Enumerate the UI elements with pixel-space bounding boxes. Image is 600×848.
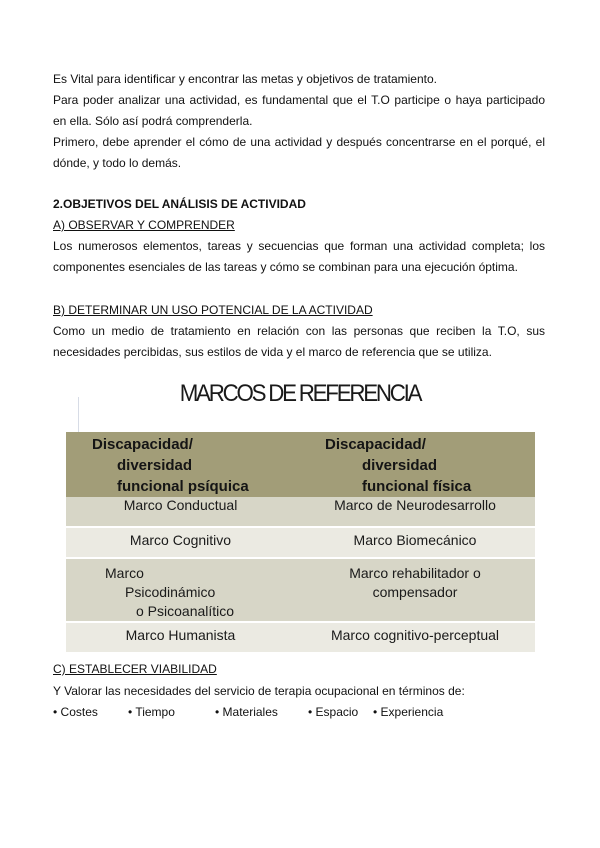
figure-title: MARCOS DE REFERENCIA	[179, 380, 421, 407]
physical-frame-cell	[295, 622, 535, 652]
intro-paragraph-1: Es Vital para identificar y encontrar las metas y objetivos de tratamiento.	[53, 72, 437, 86]
header-line: funcional física	[362, 478, 472, 495]
table-header	[66, 432, 535, 497]
table-row	[66, 497, 535, 527]
objective-a-text: Los numerosos elementos, tareas y secuencias que forman una actividad completa; los componentes esenciales de las tareas y cómo se combinan para una ejecución óptima.	[53, 239, 545, 274]
cell-text: Marco Conductual	[123, 497, 238, 513]
cell-text: Marco Biomecánico	[353, 532, 477, 548]
frames-table	[66, 432, 535, 652]
table-row	[66, 622, 535, 652]
intro-paragraph-2: Para poder analizar una actividad, es fundamental que el T.O participe o haya participado en ella. Sólo así podrá comprenderla.	[53, 93, 545, 128]
psychic-frame-cell	[66, 558, 295, 622]
psychic-frame-cell	[66, 622, 295, 652]
table-row	[66, 527, 535, 558]
section-2-heading: 2.OBJETIVOS DEL ANÁLISIS DE ACTIVIDAD	[53, 197, 306, 211]
psychic-frame-cell	[66, 497, 295, 527]
cell-text: Marco	[105, 565, 144, 581]
objective-c-title: C) ESTABLECER VIABILIDAD	[53, 662, 217, 676]
cell-text: compensador	[372, 584, 458, 600]
table-row	[66, 558, 535, 622]
header-line: diversidad	[362, 457, 438, 474]
header-physical	[295, 432, 535, 497]
bullet-item: • Experiencia	[373, 705, 444, 719]
objective-c-text: Y Valorar las necesidades del servicio de terapia ocupacional en términos de:	[53, 684, 465, 698]
bullet-item: • Materiales	[215, 705, 278, 719]
header-line: funcional psíquica	[117, 478, 249, 495]
bullet-item: • Tiempo	[128, 705, 175, 719]
bullet-item: • Costes	[53, 705, 98, 719]
cell-text: Marco cognitivo-perceptual	[330, 627, 500, 643]
header-line: Discapacidad/	[325, 436, 426, 453]
objective-b-text: Como un medio de tratamiento en relación con las personas que reciben la T.O, sus necesidades percibidas, sus estilos de vida y el marco de referencia que se utiliza.	[53, 324, 545, 359]
cell-text: Marco Humanista	[125, 627, 236, 643]
physical-frame-cell	[295, 497, 535, 527]
figure-divider	[78, 397, 79, 435]
physical-frame-cell	[295, 558, 535, 622]
bullet-item: • Espacio	[308, 705, 359, 719]
objective-a-title: A) OBSERVAR Y COMPRENDER	[53, 218, 235, 232]
header-line: diversidad	[117, 457, 193, 474]
cell-text: Marco Cognitivo	[129, 532, 232, 548]
header-line: Discapacidad/	[92, 436, 193, 453]
intro-paragraph-3: Primero, debe aprender el cómo de una actividad y después concentrarse en el porqué, el dónde, y todo lo demás.	[53, 135, 545, 170]
physical-frame-cell	[295, 527, 535, 558]
cell-text: Marco rehabilitador o	[349, 565, 481, 581]
cell-text: o Psicoanalítico	[136, 603, 235, 619]
objective-b-title: B) DETERMINAR UN USO POTENCIAL DE LA ACTIVIDAD	[53, 303, 373, 317]
cell-text: Marco de Neurodesarrollo	[334, 497, 496, 513]
header-psychic	[66, 432, 295, 497]
cell-text: Psicodinámico	[125, 584, 216, 600]
psychic-frame-cell	[66, 527, 295, 558]
